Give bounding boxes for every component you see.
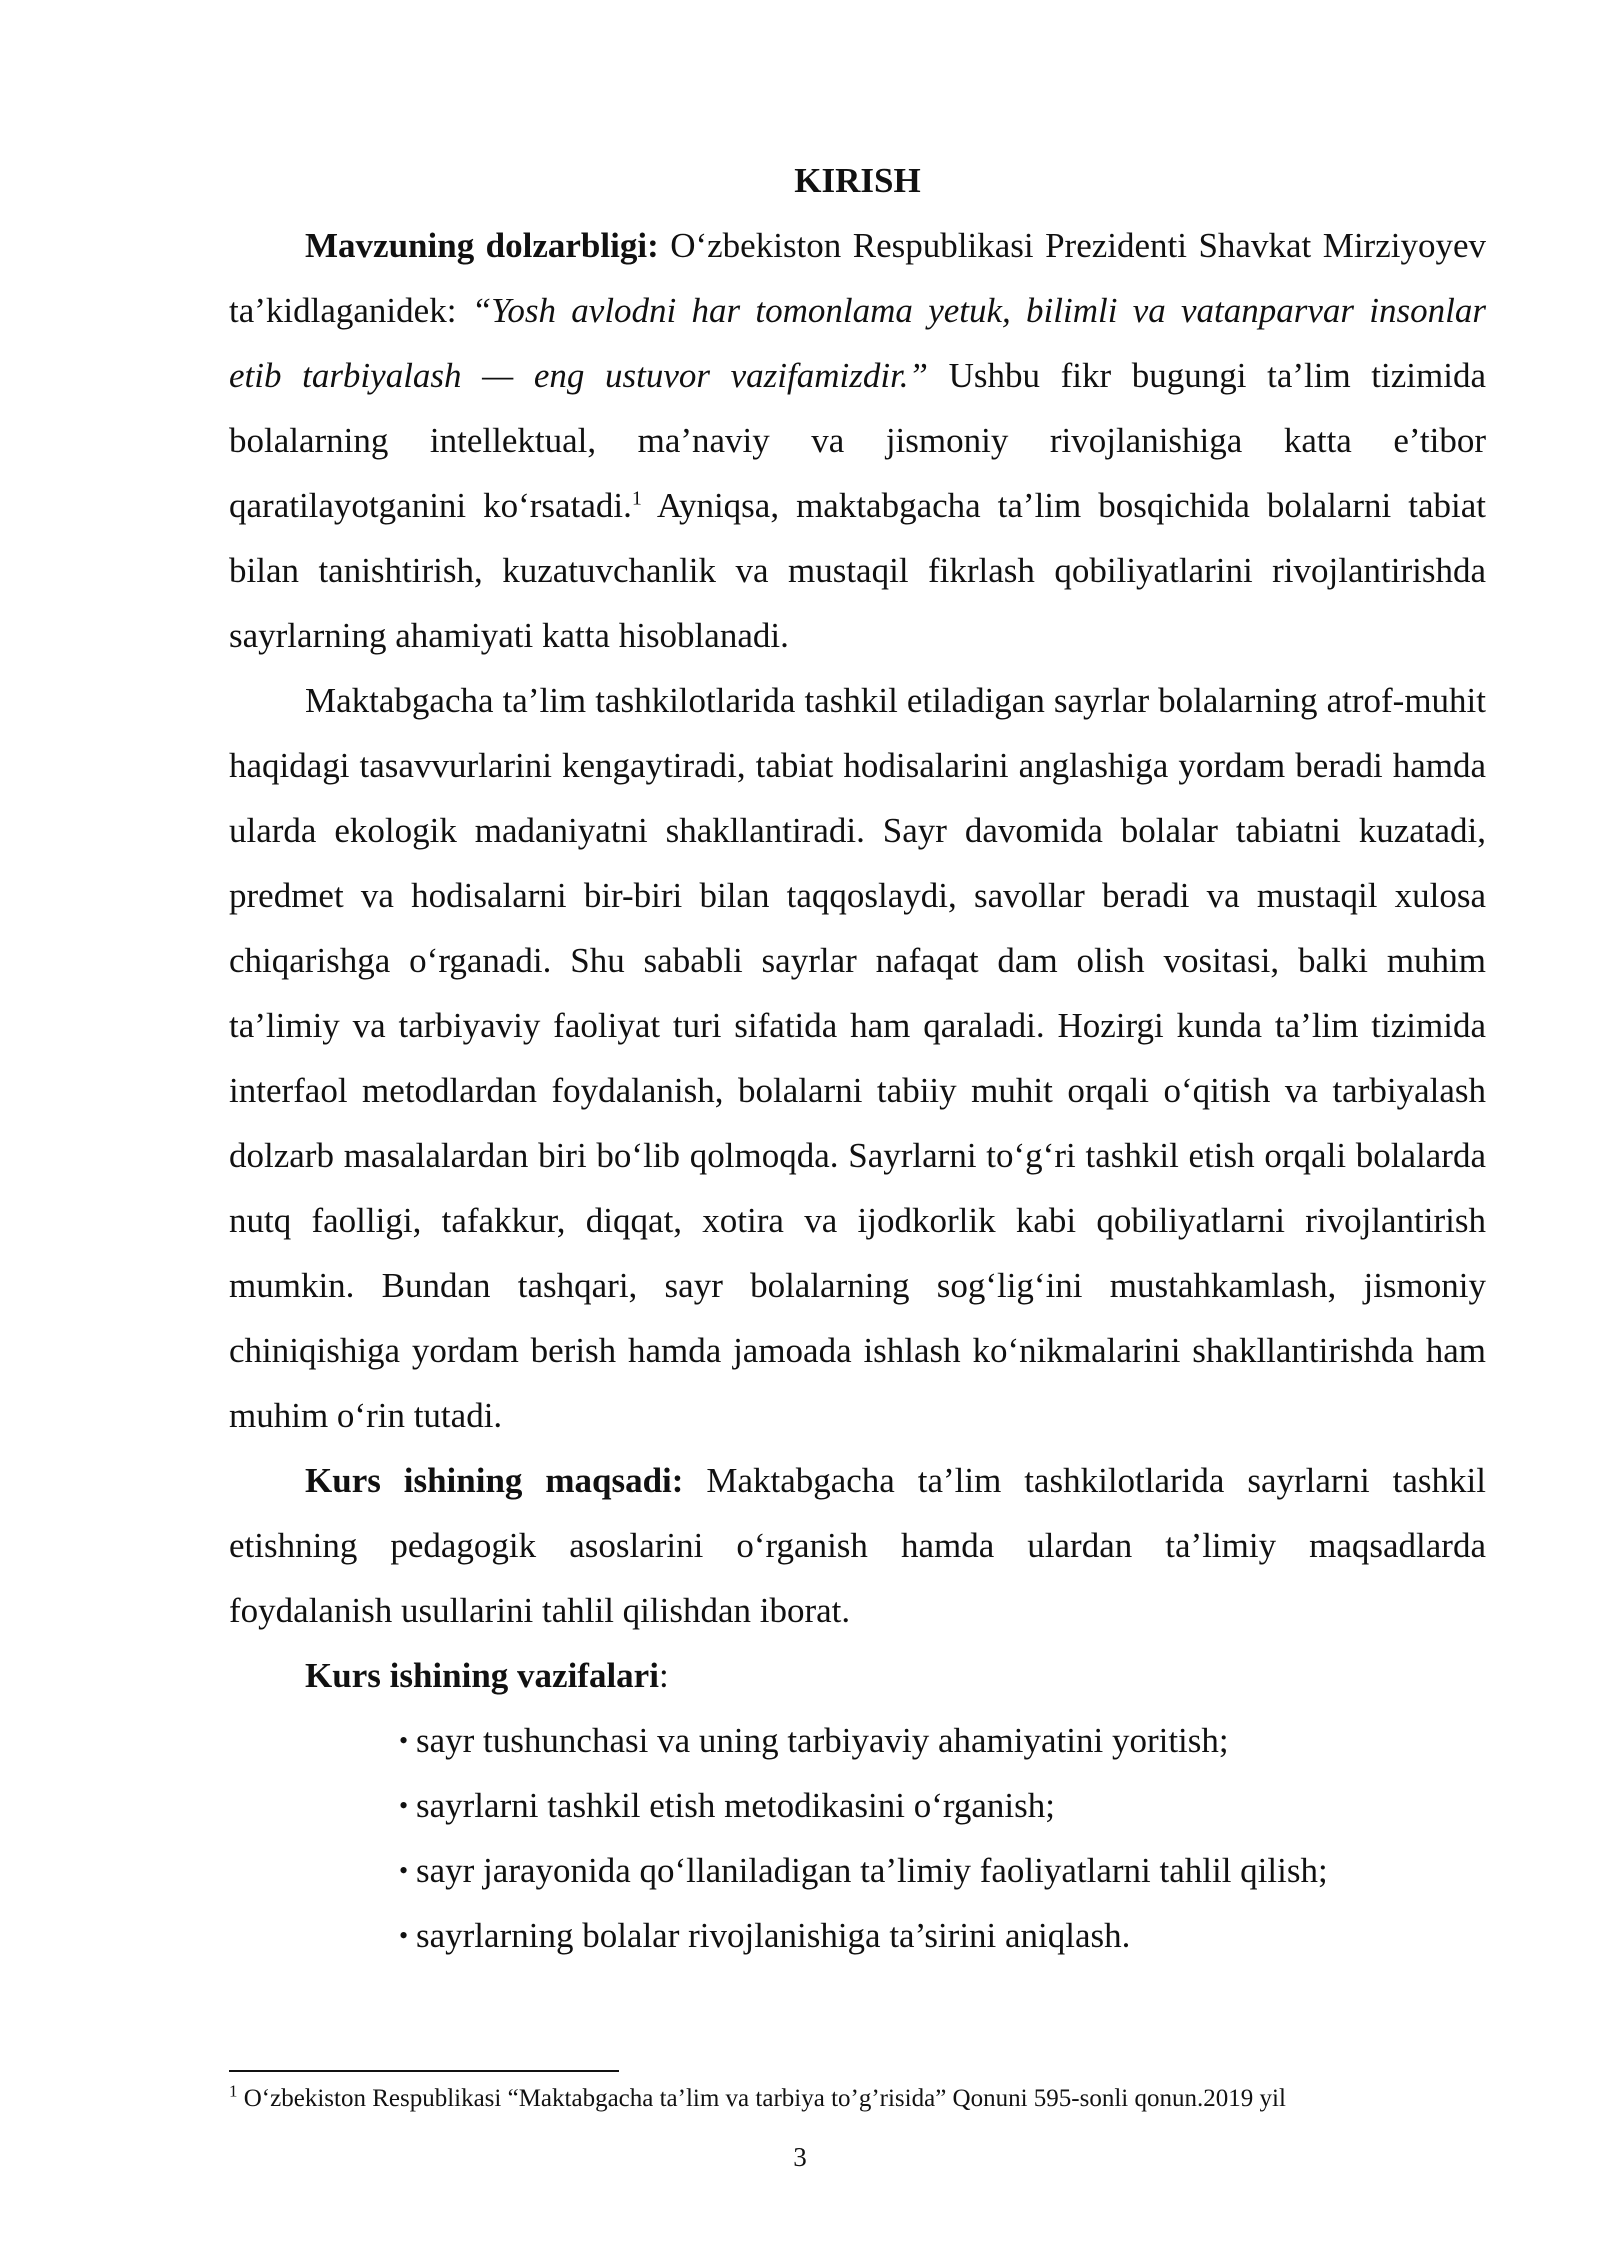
list-item-text: sayrlarni tashkil etish metodikasini o‘rganish; [416, 1786, 1055, 1825]
president-quote: “Yosh avlodni har tomonlama yetuk, bilimli va vatanparvar insonlar etib tarbiyalash — eng ustuvor vazifamizdir.” [229, 291, 1486, 395]
footnote-reference[interactable]: 1 [631, 487, 642, 510]
relevance-label: Mavzuning dolzarbligi: [305, 226, 659, 265]
bullet-icon: • [399, 1791, 409, 1820]
tasks-heading [229, 1643, 1486, 1708]
footnote [229, 2082, 1486, 2116]
relevance-body-text: Ushbu fikr bugungi ta’lim tizimida bolalarning intellektual, ma’naviy va jismoniy rivojlanishiga katta e’tibor qaratilayotganini ko‘rsatadi. [229, 356, 1486, 525]
footnote-number: 1 [229, 2081, 238, 2101]
footnote-text: O‘zbekiston Respublikasi “Maktabgacha ta’lim va tarbiya to’g’risida” Qonuni 595-sonli qonun.2019 yil [237, 2085, 1286, 2112]
list-item [399, 1903, 1486, 1968]
goal-paragraph [229, 1448, 1486, 1643]
tasks-label: Kurs ishining vazifalari [305, 1656, 659, 1695]
list-item-text: sayrlarning bolalar rivojlanishiga ta’sirini aniqlash. [416, 1916, 1131, 1955]
page-number: 3 [793, 2142, 807, 2172]
relevance-end-text: Ayniqsa, maktabgacha ta’lim bosqichida bolalarni tabiat bilan tanishtirish, kuzatuvchanlik va mustaqil fikrlash qobiliyatlarini rivojlantirishda sayrlarning ahamiyati katta hisoblanadi. [229, 486, 1486, 655]
bullet-icon: • [399, 1726, 409, 1755]
list-item [399, 1773, 1486, 1838]
page-title: KIRISH [794, 161, 921, 200]
footnote-divider [229, 2070, 619, 2072]
relevance-paragraph [229, 213, 1486, 668]
tasks-list [229, 1708, 1486, 1968]
bullet-icon: • [399, 1921, 409, 1950]
tasks-colon: : [658, 1656, 669, 1695]
list-item-text: sayr tushunchasi va uning tarbiyaviy ahamiyatini yoritish; [416, 1721, 1229, 1760]
list-item [399, 1708, 1486, 1773]
walks-paragraph: Maktabgacha ta’lim tashkilotlarida tashkil etiladigan sayrlar bolalarning atrof-muhit haqidagi tasavvurlarini kengaytiradi, tabiat hodisalarini anglashiga yordam beradi hamda ularda ekologik madaniyatni shakllantiradi. Sayr davomida bolalar tabiatni kuzatadi, predmet va hodisalarni bir-biri bilan taqqoslaydi, savollar beradi va mustaqil xulosa chiqarishga o‘rganadi. Shu sababli sayrlar nafaqat dam olish vositasi, balki muhim ta’limiy va tarbiyaviy faoliyat turi sifatida ham qaraladi. Hozirgi kunda ta’lim tizimida interfaol metodlardan foydalanish, bolalarni tabiiy muhit orqali o‘qitish va tarbiyalash dolzarb masalalardan biri bo‘lib qolmoqda. Sayrlarni to‘g‘ri tashkil etish orqali bolalarda nutq faolligi, tafakkur, diqqat, xotira va ijodkorlik kabi qobiliyatlarni rivojlantirish mumkin. Bundan tashqari, sayr bolalarning sog‘lig‘ini mustahkamlash, jismoniy chiniqishiga yordam berish hamda jamoada ishlash ko‘nikmalarini shakllantirishda ham muhim o‘rin tutadi. [229, 681, 1486, 1435]
goal-label: Kurs ishining maqsadi: [305, 1461, 684, 1500]
page-body [229, 148, 1486, 1968]
list-item-text: sayr jarayonida qo‘llaniladigan ta’limiy faoliyatlarni tahlil qilish; [416, 1851, 1328, 1890]
bullet-icon: • [399, 1856, 409, 1885]
relevance-intro-text: O‘zbekiston Respublikasi Prezidenti Shavkat Mirziyoyev ta’kidlaganidek: [229, 226, 1486, 330]
list-item [399, 1838, 1486, 1903]
goal-text: Maktabgacha ta’lim tashkilotlarida sayrlarni tashkil etishning pedagogik asoslarini o‘rganish hamda ulardan ta’limiy maqsadlarda foydalanish usullarini tahlil qilishdan iborat. [229, 1461, 1487, 1630]
